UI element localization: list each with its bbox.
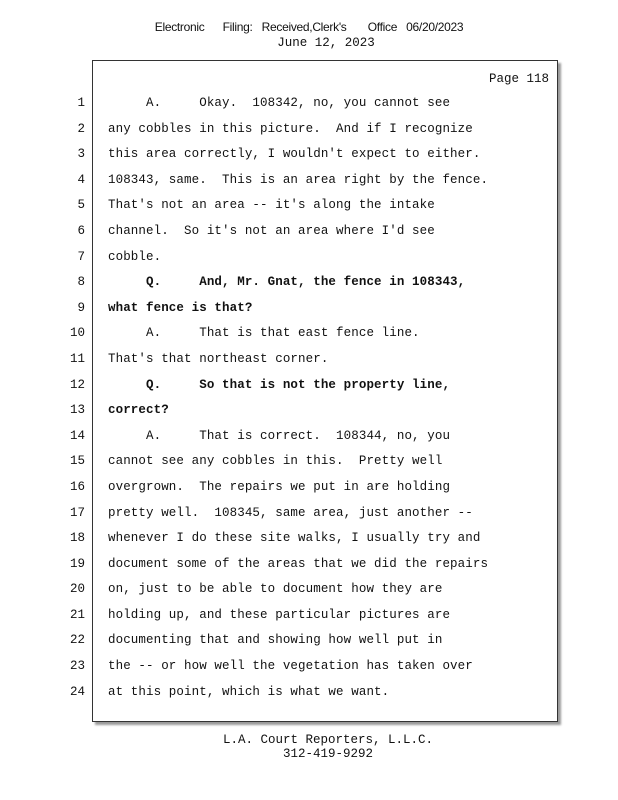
line-text: A. Okay. 108342, no, you cannot see bbox=[108, 96, 451, 110]
line-text: what fence is that? bbox=[108, 300, 253, 315]
line-number: 22 bbox=[69, 633, 85, 648]
transcript-line bbox=[0, 118, 618, 144]
line-text: holding up, and these particular pictures are bbox=[108, 607, 451, 622]
transcript-line bbox=[0, 297, 618, 323]
line-number: 14 bbox=[69, 428, 85, 443]
line-number: 11 bbox=[69, 351, 85, 366]
transcript-line bbox=[0, 194, 618, 220]
transcript-lines bbox=[0, 92, 618, 706]
line-number: 7 bbox=[77, 249, 85, 264]
line-text: on, just to be able to document how they are bbox=[108, 582, 443, 597]
footer-phone: 312-419-9292 bbox=[282, 747, 373, 761]
line-number: 20 bbox=[69, 582, 85, 597]
transcript-line bbox=[0, 322, 618, 348]
line-number: 23 bbox=[69, 659, 85, 674]
line-number: 12 bbox=[69, 377, 85, 392]
line-number: 5 bbox=[77, 198, 85, 213]
line-number: 15 bbox=[69, 454, 85, 469]
line-number: 4 bbox=[77, 172, 85, 187]
line-text: That's that northeast corner. bbox=[108, 351, 329, 366]
line-text: document some of the areas that we did the repairs bbox=[108, 556, 489, 571]
line-number: 18 bbox=[69, 531, 85, 546]
transcript-line bbox=[0, 578, 618, 604]
line-number: 24 bbox=[69, 684, 85, 699]
line-number: 3 bbox=[77, 147, 85, 162]
transcript-line bbox=[0, 425, 618, 451]
line-number: 13 bbox=[69, 403, 85, 418]
line-text: cannot see any cobbles in this. Pretty well bbox=[108, 454, 443, 469]
transcript-line bbox=[0, 92, 618, 118]
line-number: 1 bbox=[77, 96, 85, 110]
line-text: pretty well. 108345, same area, just another -- bbox=[108, 505, 473, 520]
line-text: at this point, which is what we want. bbox=[108, 684, 390, 699]
line-number: 21 bbox=[69, 607, 85, 622]
transcript-line bbox=[0, 374, 618, 400]
transcript-line bbox=[0, 399, 618, 425]
page-number: Page 118 bbox=[489, 72, 550, 86]
line-text: cobble. bbox=[108, 249, 162, 264]
transcript-line bbox=[0, 169, 618, 195]
line-text: any cobbles in this picture. And if I recognize bbox=[108, 121, 473, 136]
line-text: whenever I do these site walks, I usually try and bbox=[108, 531, 481, 546]
line-text: correct? bbox=[108, 403, 169, 418]
transcript-line bbox=[0, 527, 618, 553]
line-text: channel. So it's not an area where I'd see bbox=[108, 223, 435, 238]
line-text: Q. And, Mr. Gnat, the fence in 108343, bbox=[108, 275, 466, 290]
line-text: That's not an area -- it's along the intake bbox=[108, 198, 435, 213]
transcript-line bbox=[0, 604, 618, 630]
line-number: 10 bbox=[69, 326, 85, 341]
footer-company: L.A. Court Reporters, L.L.C. bbox=[222, 733, 434, 747]
line-number: 8 bbox=[77, 275, 85, 290]
transcript-line bbox=[0, 476, 618, 502]
transcript-line bbox=[0, 502, 618, 528]
line-number: 16 bbox=[69, 479, 85, 494]
transcript-line bbox=[0, 450, 618, 476]
line-text: overgrown. The repairs we put in are holding bbox=[108, 479, 451, 494]
line-number: 6 bbox=[77, 223, 85, 238]
line-text: 108343, same. This is an area right by the fence. bbox=[108, 172, 489, 187]
line-number: 2 bbox=[77, 121, 85, 136]
line-number: 9 bbox=[77, 300, 85, 315]
line-text: A. That is correct. 108344, no, you bbox=[108, 428, 451, 443]
line-text: documenting that and showing how well put in bbox=[108, 633, 443, 648]
line-number: 17 bbox=[69, 505, 85, 520]
transcript-line bbox=[0, 143, 618, 169]
transcript-line bbox=[0, 681, 618, 707]
transcript-line bbox=[0, 655, 618, 681]
line-text: this area correctly, I wouldn't expect to either. bbox=[108, 147, 481, 162]
line-number: 19 bbox=[69, 556, 85, 571]
transcript-line bbox=[0, 246, 618, 272]
transcript-line bbox=[0, 220, 618, 246]
transcript-line bbox=[0, 629, 618, 655]
line-text: Q. So that is not the property line, bbox=[108, 377, 451, 392]
transcript-line bbox=[0, 348, 618, 374]
transcript-line bbox=[0, 553, 618, 579]
transcript-line bbox=[0, 271, 618, 297]
line-text: the -- or how well the vegetation has taken over bbox=[108, 659, 473, 674]
transcript-date: June 12, 2023 bbox=[277, 36, 375, 50]
filing-stamp: Electronic Filing: Received,Clerk's Office 06/20/2023 bbox=[154, 20, 464, 34]
line-text: A. That is that east fence line. bbox=[108, 326, 420, 341]
